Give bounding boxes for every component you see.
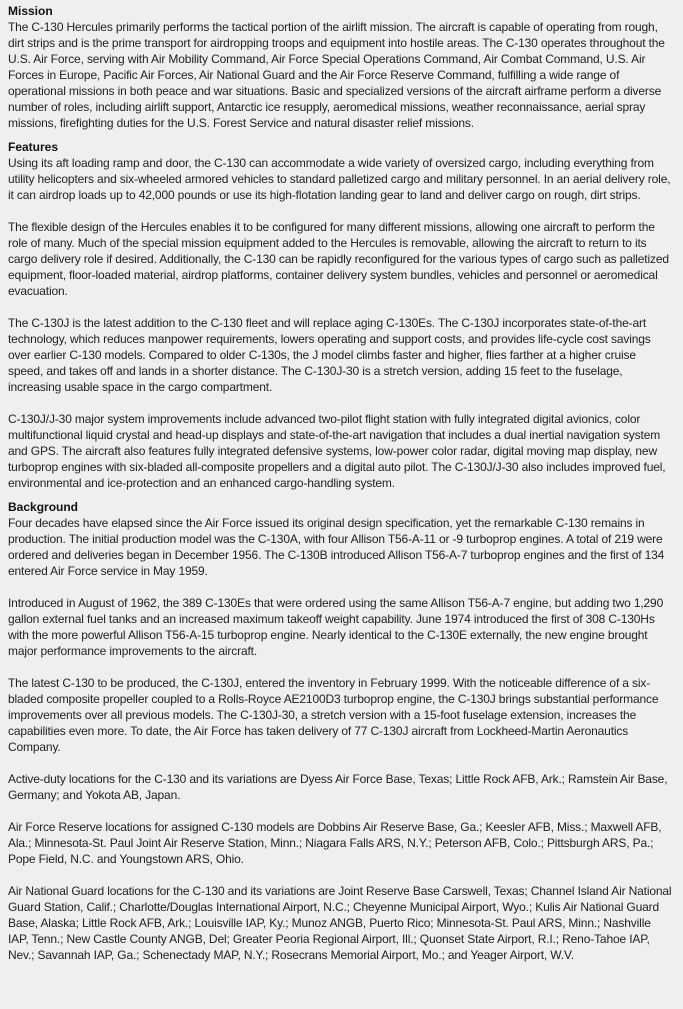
- paragraph: Introduced in August of 1962, the 389 C-130Es that were ordered using the same Allison T56-A-7 engine, but adding two 1,290 gallon external fuel tanks and an increased maximum takeoff weight capability. June 1974 introduced the first of 308 C-130Hs with the more powerful Allison T56-A-15 turboprop engine. Nearly identical to the C-130E externally, the new engine brought major performance improvements to the aircraft.: [8, 596, 664, 658]
- paragraph: Using its aft loading ramp and door, the C-130 can accommodate a wide variety of oversized cargo, including everything from utility helicopters and six-wheeled armored vehicles to standard palletized cargo and military personnel. In an aerial delivery role, it can airdrop loads up to 42,000 pounds or use its high-flotation landing gear to land and deliver cargo on rough, dirt strips.: [8, 156, 671, 202]
- paragraph: The C-130 Hercules primarily performs the tactical portion of the airlift mission. The aircraft is capable of operating from rough, dirt strips and is the prime transport for airdropping troops and equipment into hostile areas. The C-130 operates throughout the U.S. Air Force, serving with Air Mobility Command, Air Force Special Operations Command, Air Combat Command, U.S. Air Forces in Europe, Pacific Air Forces, Air National Guard and the Air Force Reserve Command, fulfilling a wide range of operational missions in both peace and war situations. Basic and specialized versions of the aircraft airframe perform a diverse number of roles, including airlift support, Antarctic ice resupply, aeromedical missions, weather reconnaissance, aerial spray missions, firefighting duties for the U.S. Forest Service and natural disaster relief missions.: [8, 20, 665, 130]
- paragraph: The C-130J is the latest addition to the C-130 fleet and will replace aging C-130Es. The C-130J incorporates state-of-the-art technology, which reduces manpower requirements, lowers operating and support costs, and provides life-cycle cost savings over earlier C-130 models. Compared to older C-130s, the J model climbs faster and higher, flies farther at a higher cruise speed, and takes off and lands in a shorter distance. The C-130J-30 is a stretch version, adding 15 feet to the fuselage, increasing usable space in the cargo compartment.: [8, 316, 651, 394]
- section-title: Mission: [8, 4, 53, 18]
- section-title: Background: [8, 500, 79, 514]
- paragraph: The flexible design of the Hercules enables it to be configured for many different missions, allowing one aircraft to perform the role of many. Much of the special mission equipment added to the Hercules is removable, allowing the aircraft to return to its cargo delivery role if desired. Additionally, the C-130 can be rapidly reconfigured for the various types of cargo such as palletized equipment, floor-loaded material, airdrop platforms, container delivery system bundles, vehicles and personnel or aeromedical evacuation.: [8, 220, 669, 298]
- paragraph: The latest C-130 to be produced, the C-130J, entered the inventory in February 1999. With the noticeable difference of a six-bladed composite propeller coupled to a Rolls-Royce AE2100D3 turboprop engine, the C-130J brings substantial performance improvements over all previous models. The C-130J-30, a stretch version with a 15-foot fuselage extension, increases the capabilities even more. To date, the Air Force has taken delivery of 77 C-130J aircraft from Lockheed-Martin Aeronautics Company.: [8, 676, 659, 754]
- paragraph: Four decades have elapsed since the Air Force issued its original design specification, yet the remarkable C-130 remains in production. The initial production model was the C-130A, with four Allison T56-A-11 or -9 turboprop engines. A total of 219 were ordered and deliveries began in December 1956. The C-130B introduced Allison T56-A-7 turboprop engines and the first of 134 entered Air Force service in May 1959.: [8, 516, 665, 578]
- paragraph: C-130J/J-30 major system improvements include advanced two-pilot flight station with fully integrated digital avionics, color multifunctional liquid crystal and head-up displays and state-of-the-art navigation that includes a dual inertial navigation system and GPS. The aircraft also features fully integrated defensive systems, low-power color radar, digital moving map display, new turboprop engines with six-bladed all-composite propellers and a digital auto pilot. The C-130J/J-30 also includes improved fuel, environmental and ice-protection and an enhanced cargo-handling system.: [8, 412, 666, 490]
- paragraph: Active-duty locations for the C-130 and its variations are Dyess Air Force Base, Texas; Little Rock AFB, Ark.; Ramstein Air Base, Germany; and Yokota AB, Japan.: [8, 772, 668, 802]
- section-features: [8, 139, 673, 491]
- section-mission: [8, 3, 673, 131]
- paragraph: Air National Guard locations for the C-130 and its variations are Joint Reserve Base Carswell, Texas; Channel Island Air National Guard Station, Calif.; Charlotte/Douglas International Airport, N.C.; Cheyenne Municipal Airport, Wyo.; Kulis Air National Guard Base, Alaska; Little Rock AFB, Ark.; Louisville IAP, Ky.; Munoz ANGB, Puerto Rico; Minnesota-St. Paul ARS, Minn.; Nashville IAP, Tenn.; New Castle County ANGB, Del; Greater Peoria Regional Airport, Ill.; Quonset State Airport, R.I.; Reno-Tahoe IAP, Nev.; Savannah IAP, Ga.; Schenectady MAP, N.Y.; Rosecrans Memorial Airport, Mo.; and Yeager Airport, W.V.: [8, 884, 672, 962]
- section-background: [8, 499, 673, 963]
- section-title: Features: [8, 140, 59, 154]
- paragraph: Air Force Reserve locations for assigned C-130 models are Dobbins Air Reserve Base, Ga.; Keesler AFB, Miss.; Maxwell AFB, Ala.; Minnesota-St. Paul Joint Air Reserve Station, Minn.; Niagara Falls ARS, N.Y.; Peterson AFB, Colo.; Pittsburgh ARS, Pa.; Pope Field, N.C. and Youngstown ARS, Ohio.: [8, 820, 662, 866]
